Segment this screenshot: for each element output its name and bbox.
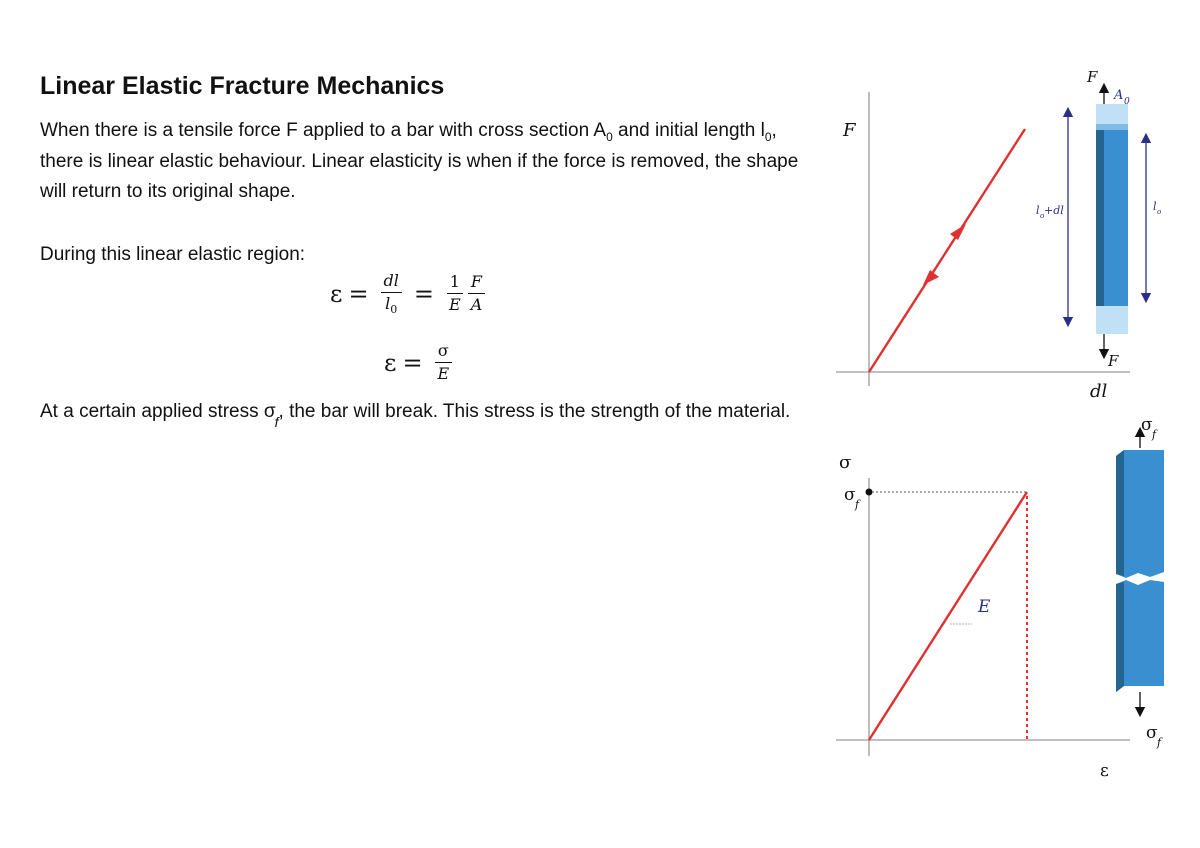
top-stress-label: σ	[1141, 415, 1153, 435]
bar-side-shade	[1096, 130, 1104, 306]
intro-text-2: and initial length l	[612, 120, 765, 141]
intro-text-1: When there is a tensile force F applied to a bar with cross section A	[40, 120, 607, 141]
bottom-x-axis-label: ε	[1100, 761, 1109, 781]
original-length-subscript: o	[1157, 208, 1162, 216]
fraction-denominator: E	[437, 364, 450, 383]
bottom-force-label: F	[1108, 352, 1119, 370]
upper-bar-side	[1116, 450, 1124, 576]
fraction-denominator: A	[470, 295, 483, 314]
yield-stress-subscript: f	[855, 498, 860, 511]
bar-light-segment-bottom	[1096, 306, 1128, 334]
area-label: A	[1114, 88, 1124, 103]
fraction-numerator: σ	[435, 342, 452, 363]
equals-sign-2: =	[413, 279, 435, 308]
strain-symbol: ε	[384, 348, 397, 377]
denominator-subscript: 0	[390, 303, 398, 316]
intro-subscript-l: 0	[764, 130, 772, 144]
fracture-subscript-f: f	[274, 414, 279, 430]
original-length-label: l	[1153, 200, 1157, 213]
fraction-numerator: F	[468, 273, 485, 294]
yield-point-marker	[866, 489, 873, 496]
bottom-stress-subscript: f	[1157, 736, 1162, 749]
loading-arrow-icon	[950, 224, 966, 240]
fraction-numerator: dl	[381, 272, 402, 293]
fraction-numerator: 1	[447, 273, 463, 294]
bar-top-face	[1096, 124, 1128, 130]
stretched-bar	[1096, 104, 1128, 334]
denominator-l: l	[385, 294, 391, 313]
elastic-load-line	[869, 129, 1025, 372]
bottom-y-axis-label: σ	[839, 452, 852, 473]
top-y-axis-label: F	[843, 120, 856, 141]
top-force-label: F	[1087, 68, 1098, 86]
force-elongation-figure	[836, 68, 1161, 402]
stress-strain-figure	[836, 415, 1164, 781]
top-stress-subscript: f	[1152, 428, 1157, 441]
extended-length-subscript: o	[1040, 212, 1045, 220]
fracture-text-2: , the bar will break. This stress is the strength of the material.	[278, 401, 791, 422]
extended-length-suffix: +dl	[1044, 204, 1064, 217]
bottom-stress-label: σ	[1146, 723, 1158, 743]
top-x-axis-label: dl	[1090, 381, 1108, 402]
unloading-arrow-icon	[923, 270, 939, 285]
intro-subscript-a: 0	[606, 130, 613, 144]
region-paragraph: During this linear elastic region:	[40, 244, 306, 265]
yield-stress-label: σ	[844, 485, 856, 505]
extended-length-label: l	[1036, 204, 1040, 217]
stress-strain-line	[869, 492, 1027, 740]
page-title: Linear Elastic Fracture Mechanics	[40, 72, 445, 100]
slope-label: E	[978, 597, 991, 617]
lower-bar-side	[1116, 582, 1124, 692]
intro-text-3: , there is linear elastic behaviour. Linear elasticity is when if the force is removed, the shape will return to its original shape.	[40, 120, 799, 202]
fractured-bar	[1116, 450, 1164, 692]
fraction-denominator: E	[449, 295, 461, 314]
fracture-text-1: At a certain applied stress σ	[40, 401, 276, 422]
area-label-subscript: 0	[1124, 97, 1130, 107]
strain-symbol: ε	[330, 279, 343, 308]
equals-sign-1: =	[348, 279, 369, 308]
equals-sign: =	[402, 348, 423, 377]
